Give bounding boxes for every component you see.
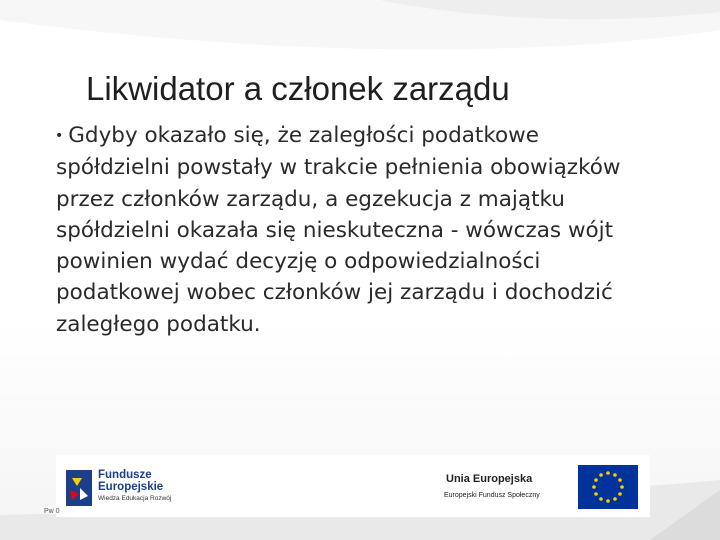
footer-logos (56, 455, 650, 517)
bullet-line: przez członków zarządu, a egzekucja z majątku (56, 186, 565, 212)
fundusze-logo-subtitle: Wiedza Edukacja Rozwój (98, 495, 172, 502)
bullet-text (56, 120, 696, 340)
eu-logo-title: Unia Europejska (446, 473, 533, 485)
bullet-line: • Gdyby okazało się, że zaległości podatkowe (55, 123, 539, 148)
eu-logo-subtitle: Europejski Fundusz Społeczny (444, 492, 540, 499)
bullet-line: podatkowej wobec członków jej zarządu i dochodzić (56, 280, 613, 306)
slide-title: Likwidator a członek zarządu (86, 70, 510, 107)
bullet-line: spółdzielni okazała się nieskuteczna - wówczas wójt (56, 217, 614, 243)
fundusze-logo-icon (66, 470, 92, 506)
bullet-dot-icon: • (55, 128, 64, 144)
fundusze-logo-text: Fundusze Europejskie (98, 469, 164, 493)
bullet-line: spółdzielni powstały w trakcie pełnienia obowiązków (56, 155, 621, 181)
eu-flag-icon (578, 465, 638, 509)
bullet-line: powinien wydać decyzję o odpowiedzialności (56, 249, 541, 275)
bullet-line: zaległego podatku. (56, 311, 261, 337)
slide-number: Pw 0 (44, 508, 60, 515)
